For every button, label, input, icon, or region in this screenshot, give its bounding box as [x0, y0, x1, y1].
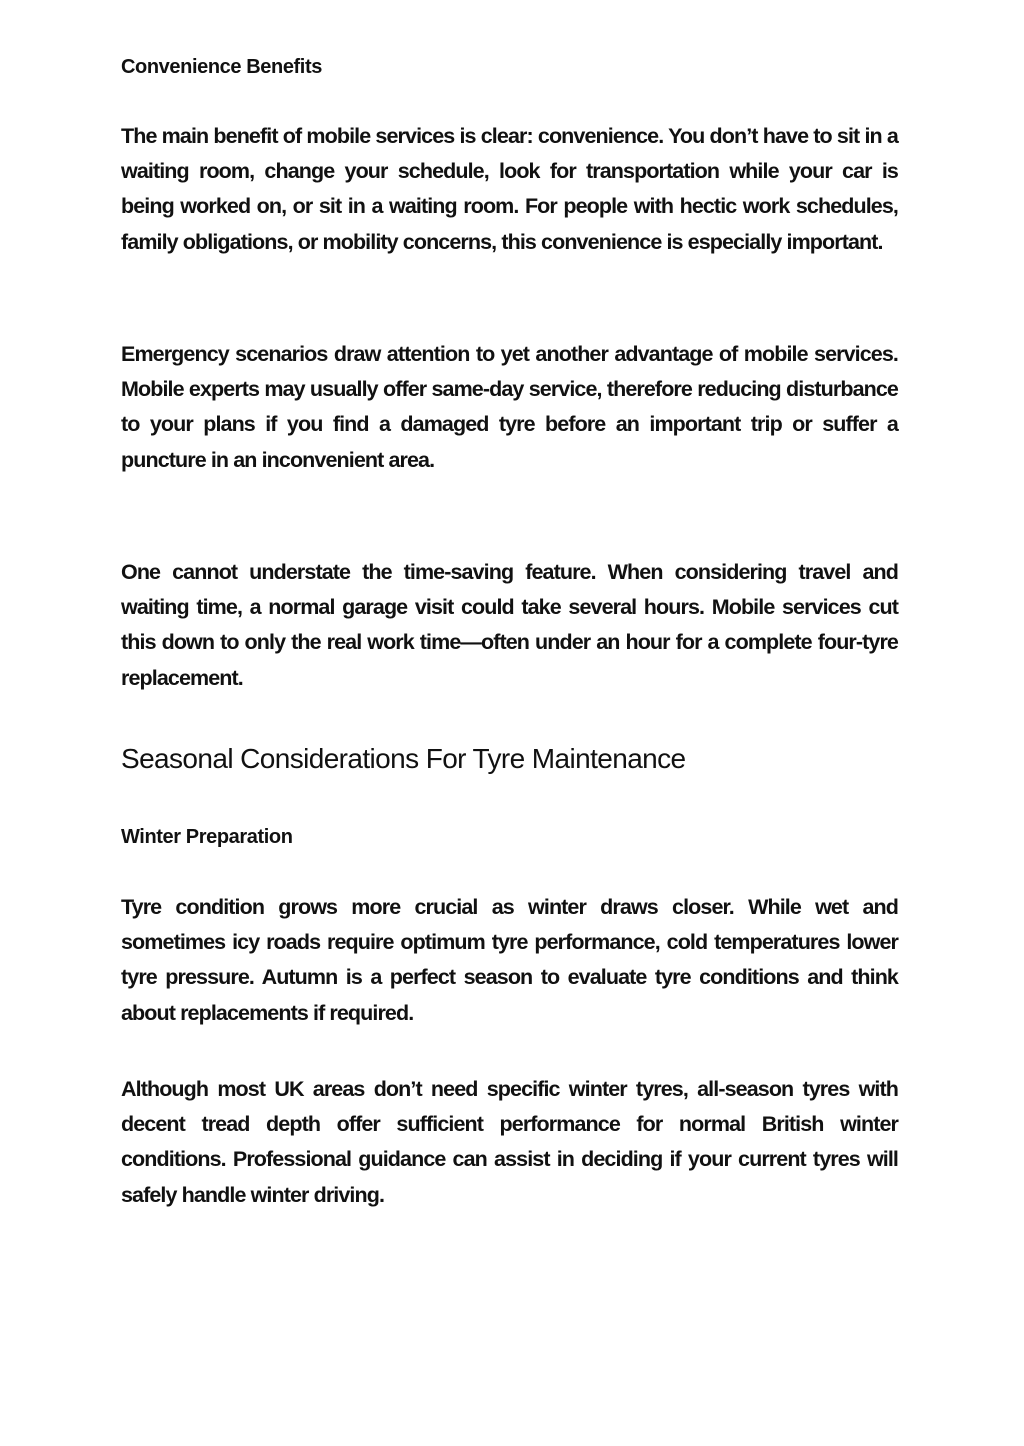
- section-heading-seasonal-considerations: Seasonal Considerations For Tyre Maintenance: [121, 743, 686, 774]
- paragraph-tyre-condition-winter: Tyre condition grows more crucial as winter draws closer. While wet and sometimes icy roads require optimum tyre performance, cold temperatures lower tyre pressure. Autumn is a perfect season to evaluate tyre conditions and think about replacements if required.: [121, 895, 898, 1025]
- paragraph-convenience-main-benefit: The main benefit of mobile services is clear: convenience. You don’t have to sit in a waiting room, change your schedule, look for transportation while your car is being worked on, or sit in a waiting room. For people with hectic work schedules, family obligations, or mobility concerns, this convenience is especially important.: [121, 124, 898, 254]
- paragraph-uk-winter-tyres: Although most UK areas don’t need specific winter tyres, all-season tyres with decent tread depth offer sufficient performance for normal British winter conditions. Professional guidance can assist in deciding if your current tyres will safely handle winter driving.: [121, 1077, 898, 1207]
- paragraph-emergency-scenarios: Emergency scenarios draw attention to yet another advantage of mobile services. Mobile experts may usually offer same-day service, therefore reducing disturbance to your plans if you find a damaged tyre before an important trip or suffer a puncture in an inconvenient area.: [121, 342, 898, 472]
- subheading-winter-preparation: Winter Preparation: [121, 826, 293, 848]
- subheading-convenience-benefits: Convenience Benefits: [121, 56, 322, 78]
- paragraph-time-saving: One cannot understate the time-saving feature. When considering travel and waiting time, a normal garage visit could take several hours. Mobile services cut this down to only the real work time—often under an hour for a complete four-tyre replacement.: [121, 560, 898, 690]
